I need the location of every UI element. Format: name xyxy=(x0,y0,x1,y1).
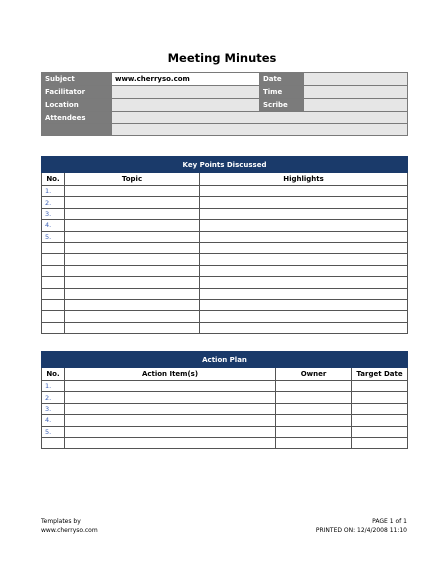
key-points-table xyxy=(41,156,408,334)
ap-row-number: 5. xyxy=(42,426,65,437)
ap-row xyxy=(42,415,408,426)
facilitator-field[interactable] xyxy=(112,86,260,99)
ap-row xyxy=(42,437,408,448)
kp-row-number xyxy=(42,242,65,253)
meeting-info-table xyxy=(41,72,408,136)
kp-cell[interactable] xyxy=(200,231,408,242)
subject-label: Subject xyxy=(42,73,112,86)
ap-header-item: Action Item(s) xyxy=(65,368,276,381)
attendees-field-1[interactable] xyxy=(112,112,408,124)
ap-row-number: 1. xyxy=(42,381,65,392)
page-title: Meeting Minutes xyxy=(167,51,277,65)
ap-cell[interactable] xyxy=(352,403,408,414)
ap-cell[interactable] xyxy=(276,392,352,403)
ap-row-number: 4. xyxy=(42,415,65,426)
kp-row xyxy=(42,208,408,219)
kp-row xyxy=(42,197,408,208)
kp-row-number xyxy=(42,277,65,288)
key-points-banner: Key Points Discussed xyxy=(42,157,408,173)
scribe-label: Scribe xyxy=(260,99,304,112)
kp-row xyxy=(42,288,408,299)
scribe-field[interactable] xyxy=(304,99,408,112)
ap-cell[interactable] xyxy=(65,392,276,403)
facilitator-label: Facilitator xyxy=(42,86,112,99)
ap-cell[interactable] xyxy=(276,381,352,392)
kp-row-number xyxy=(42,299,65,310)
ap-row xyxy=(42,403,408,414)
ap-cell[interactable] xyxy=(352,381,408,392)
kp-row-number xyxy=(42,288,65,299)
kp-row xyxy=(42,265,408,276)
ap-cell[interactable] xyxy=(276,437,352,448)
kp-cell[interactable] xyxy=(65,322,200,333)
kp-row-number: 4. xyxy=(42,220,65,231)
kp-cell[interactable] xyxy=(200,265,408,276)
kp-cell[interactable] xyxy=(65,231,200,242)
kp-cell[interactable] xyxy=(200,299,408,310)
ap-row xyxy=(42,392,408,403)
kp-cell[interactable] xyxy=(65,299,200,310)
kp-cell[interactable] xyxy=(200,254,408,265)
footer-site-link[interactable]: www.cherryso.com xyxy=(41,526,98,534)
kp-row xyxy=(42,311,408,322)
kp-row-number: 2. xyxy=(42,197,65,208)
kp-header-highlights: Highlights xyxy=(200,173,408,186)
kp-row-number xyxy=(42,322,65,333)
time-label: Time xyxy=(260,86,304,99)
ap-header-owner: Owner xyxy=(276,368,352,381)
kp-cell[interactable] xyxy=(65,311,200,322)
kp-cell[interactable] xyxy=(65,197,200,208)
kp-cell[interactable] xyxy=(65,277,200,288)
footer-templates-by: Templates by xyxy=(41,518,81,525)
kp-row xyxy=(42,242,408,253)
footer-page-number: PAGE 1 of 1 xyxy=(372,518,407,525)
kp-row-number: 1. xyxy=(42,186,65,197)
kp-row-number xyxy=(42,265,65,276)
kp-header-no: No. xyxy=(42,173,65,186)
ap-row xyxy=(42,426,408,437)
kp-row xyxy=(42,231,408,242)
footer-printed-on: PRINTED ON: 12/4/2008 11:10 xyxy=(315,526,407,534)
footer-credit xyxy=(41,518,98,535)
ap-cell[interactable] xyxy=(65,403,276,414)
ap-cell[interactable] xyxy=(276,403,352,414)
kp-cell[interactable] xyxy=(200,197,408,208)
ap-cell[interactable] xyxy=(276,426,352,437)
kp-row xyxy=(42,299,408,310)
subject-field[interactable]: www.cherryso.com xyxy=(112,73,260,86)
kp-cell[interactable] xyxy=(65,254,200,265)
ap-cell[interactable] xyxy=(352,415,408,426)
attendees-field-2[interactable] xyxy=(112,124,408,136)
date-field[interactable] xyxy=(304,73,408,86)
ap-cell[interactable] xyxy=(65,426,276,437)
ap-cell[interactable] xyxy=(352,437,408,448)
kp-row-number xyxy=(42,311,65,322)
ap-row-number xyxy=(42,437,65,448)
ap-cell[interactable] xyxy=(352,392,408,403)
ap-row-number: 3. xyxy=(42,403,65,414)
kp-cell[interactable] xyxy=(200,208,408,219)
kp-cell[interactable] xyxy=(65,242,200,253)
kp-cell[interactable] xyxy=(65,288,200,299)
ap-cell[interactable] xyxy=(276,415,352,426)
ap-cell[interactable] xyxy=(65,437,276,448)
ap-row-number: 2. xyxy=(42,392,65,403)
ap-header-no: No. xyxy=(42,368,65,381)
kp-row xyxy=(42,254,408,265)
location-label: Location xyxy=(42,99,112,112)
ap-cell[interactable] xyxy=(65,381,276,392)
kp-cell[interactable] xyxy=(200,242,408,253)
kp-cell[interactable] xyxy=(200,277,408,288)
kp-row xyxy=(42,322,408,333)
kp-row-number: 5. xyxy=(42,231,65,242)
attendees-label-spacer xyxy=(42,124,112,136)
ap-cell[interactable] xyxy=(352,426,408,437)
kp-cell[interactable] xyxy=(200,220,408,231)
ap-header-target: Target Date xyxy=(352,368,408,381)
ap-cell[interactable] xyxy=(65,415,276,426)
kp-cell[interactable] xyxy=(65,208,200,219)
kp-cell[interactable] xyxy=(200,288,408,299)
time-field[interactable] xyxy=(304,86,408,99)
attendees-label: Attendees xyxy=(42,112,112,124)
kp-cell[interactable] xyxy=(200,322,408,333)
kp-row xyxy=(42,277,408,288)
kp-row xyxy=(42,220,408,231)
kp-cell[interactable] xyxy=(65,265,200,276)
ap-row xyxy=(42,381,408,392)
kp-row-number xyxy=(42,254,65,265)
kp-cell[interactable] xyxy=(65,186,200,197)
kp-row xyxy=(42,186,408,197)
kp-cell[interactable] xyxy=(200,311,408,322)
kp-cell[interactable] xyxy=(65,220,200,231)
kp-row-number: 3. xyxy=(42,208,65,219)
date-label: Date xyxy=(260,73,304,86)
action-plan-table xyxy=(41,351,408,449)
footer-print-info xyxy=(316,518,407,535)
kp-cell[interactable] xyxy=(200,186,408,197)
action-plan-banner: Action Plan xyxy=(42,352,408,368)
location-field[interactable] xyxy=(112,99,260,112)
kp-header-topic: Topic xyxy=(65,173,200,186)
